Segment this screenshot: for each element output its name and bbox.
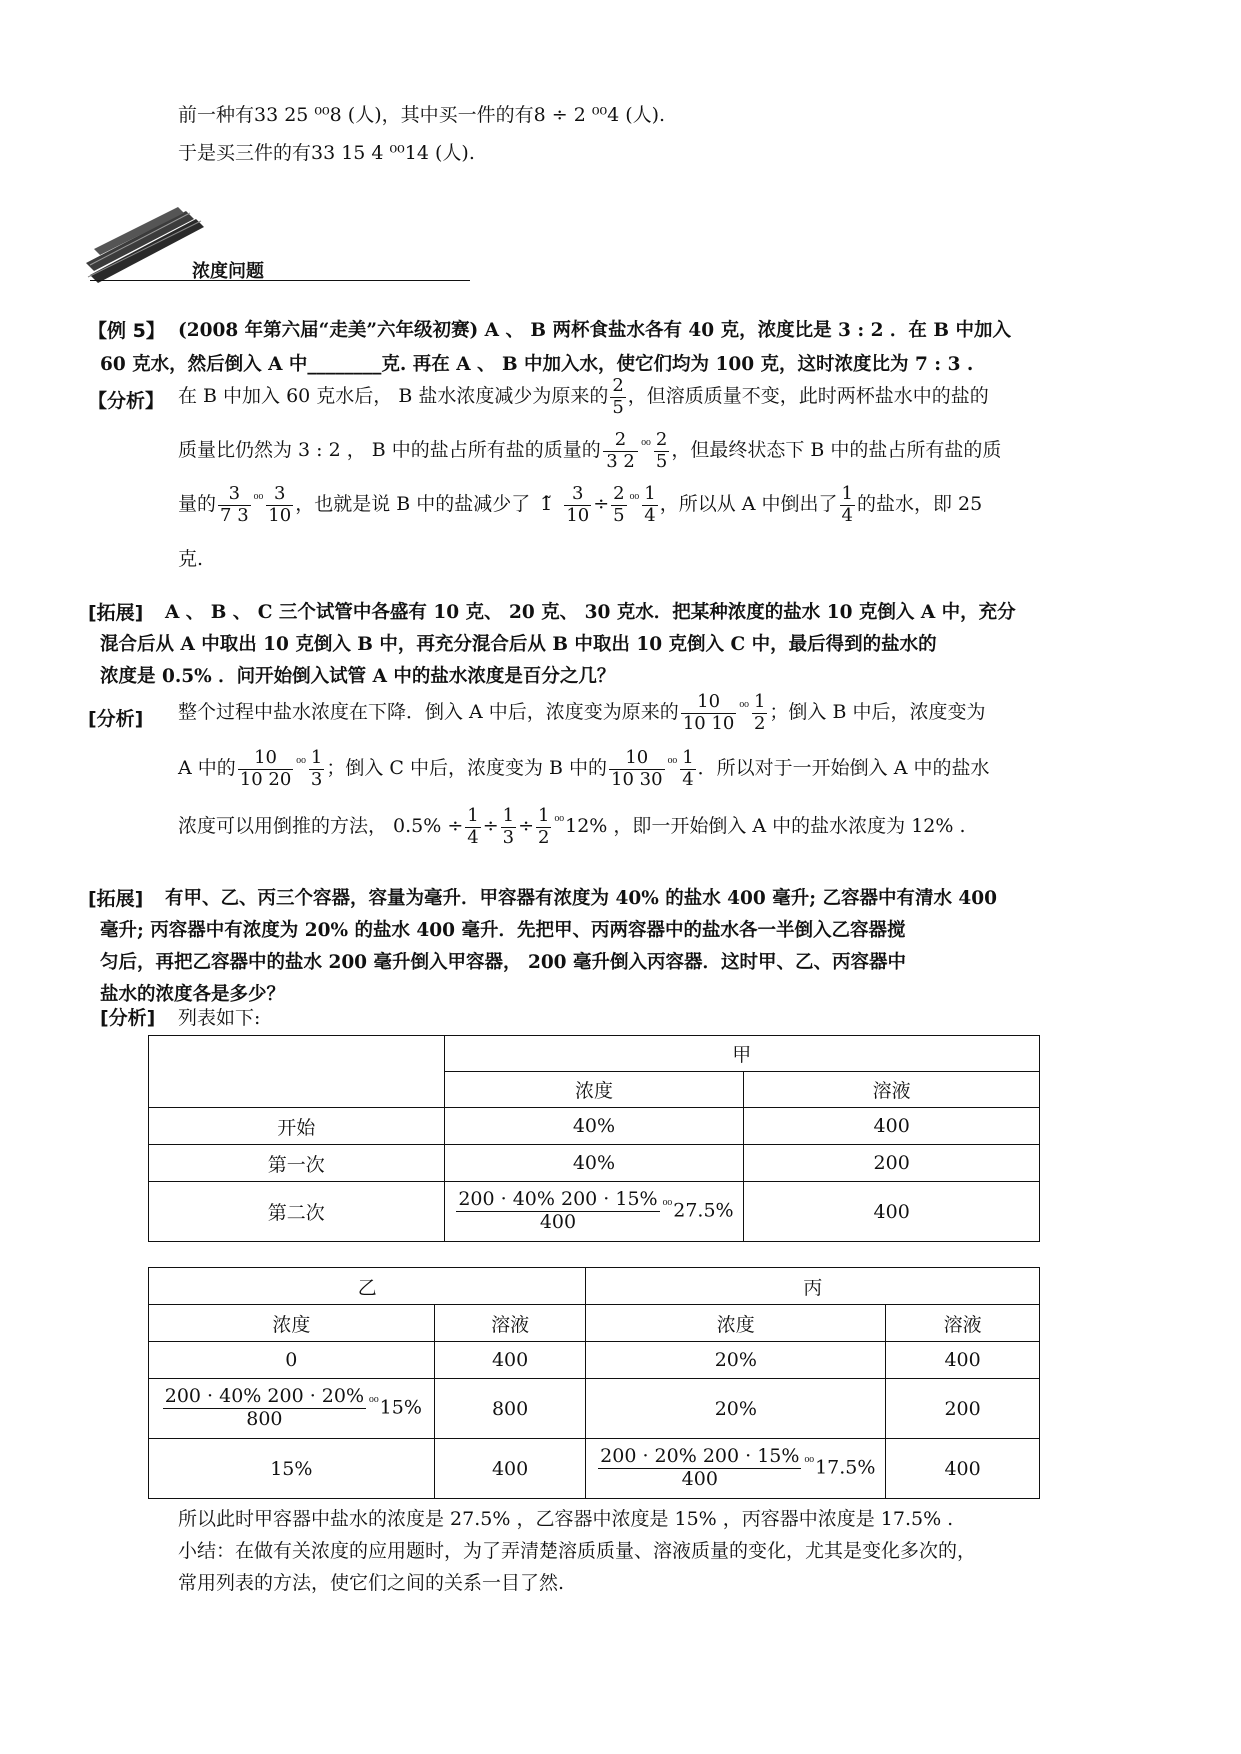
table-cell: 200: [886, 1379, 1040, 1439]
fraction: [309, 748, 324, 790]
fraction: [456, 1189, 659, 1234]
fraction-numerator: 3: [564, 484, 591, 506]
fraction-numerator: 1: [644, 483, 656, 504]
fraction: [603, 430, 638, 472]
fraction-denominator: 5: [655, 450, 668, 472]
fraction-denominator: 400: [539, 1211, 577, 1233]
fraction-denominator: 10 20: [239, 768, 292, 790]
table-group-header: 乙: [149, 1268, 586, 1305]
fraction: [654, 430, 669, 472]
analysis1-line-1: [178, 376, 989, 418]
divide-glyph: ÷: [518, 815, 535, 838]
ext2-line-4: 盐水的浓度各是多少？: [100, 984, 286, 1005]
table-cell: 40%: [444, 1145, 744, 1182]
fraction-numerator: 1: [753, 691, 766, 712]
fraction-numerator: 10: [238, 748, 294, 770]
row-label: 开始: [149, 1108, 445, 1145]
ext2-line-1: 有甲、乙、丙三个容器，容量为毫升．甲容器有浓度为 40% 的盐水 400 毫升; 乙容器中有清水 400: [165, 888, 998, 909]
table-jia: [148, 1035, 1040, 1242]
analysis1-line-4: 克.: [178, 548, 204, 570]
fraction-numerator: 2: [655, 429, 668, 450]
text-span: ，所以从 A 中倒出了: [659, 493, 838, 516]
fraction-numerator: 1: [841, 483, 853, 504]
text-span: 量的: [178, 493, 217, 516]
analysis2-line-1: [178, 692, 985, 734]
fraction: [564, 484, 591, 526]
fraction-numerator: 3: [266, 484, 293, 506]
fraction-numerator: 10: [609, 748, 665, 770]
text-span: 浓度可以用倒推的方法， 0.5% ÷: [178, 815, 464, 838]
result-text: 17.5%: [815, 1456, 876, 1479]
fraction: [536, 806, 551, 848]
table-cell: 400: [886, 1439, 1040, 1499]
top-line-1: 前一种有33 25 ⁰⁰8 (人)，其中买一件的有8 ÷ 2 ⁰⁰4 (人).: [178, 104, 666, 126]
result-text: 27.5%: [673, 1199, 734, 1222]
ext1-line-3: 浓度是 0.5% ．问开始倒入试管 A 中的盐水浓度是百分之几？: [100, 666, 616, 687]
fraction-denominator: 4: [682, 768, 694, 790]
table-cell: 400: [886, 1342, 1040, 1379]
ext2-line-3: 匀后，再把乙容器中的盐水 200 毫升倒入甲容器， 200 毫升倒入丙容器．这时甲、乙、丙容器中: [100, 952, 907, 973]
fraction: [238, 748, 294, 790]
table-cell: 40%: [444, 1108, 744, 1145]
text-span: ，但最终状态下 B 中的盐占所有盐的质: [671, 439, 1002, 462]
fraction-denominator: 3: [310, 768, 323, 790]
text-span: ．所以对于一开始倒入 A 中的盐水: [697, 757, 990, 780]
equals-glyph: ⁰⁰: [739, 699, 749, 714]
fraction-numerator: 2: [603, 430, 638, 452]
col-header-concentration: 浓度: [149, 1305, 435, 1342]
text-span: ；倒入 C 中后，浓度变为 B 中的: [326, 757, 608, 780]
fraction: [163, 1386, 366, 1431]
fraction-denominator: 800: [246, 1408, 283, 1430]
ext1-line-1: A 、 B 、 C 三个试管中各盛有 10 克、 20 克、 30 克水．把某种浓度的盐水 10 克倒入 A 中，充分: [165, 602, 1016, 623]
table-group-header: 丙: [586, 1268, 1040, 1305]
fraction-denominator: 7 3: [220, 504, 249, 526]
fraction-denominator: 3 2: [606, 450, 635, 472]
top-line-2: 于是买三件的有33 15 4 ⁰⁰14 (人).: [178, 142, 475, 164]
fraction: [465, 806, 480, 848]
analysis1-line-2: [178, 430, 1001, 472]
fraction-numerator: 10: [681, 692, 737, 714]
equals-glyph: ⁰⁰: [662, 1198, 673, 1213]
analysis3-tag: [分析]: [100, 1007, 156, 1029]
fraction: [752, 692, 767, 734]
fraction: [840, 484, 855, 526]
analysis1-tag: 【分析】: [88, 390, 165, 412]
fraction: [610, 376, 625, 418]
text-span: 12% ，即一开始倒入 A 中的盐水浓度为 12% .: [565, 815, 966, 838]
analysis2-line-2: [178, 748, 989, 790]
fraction-denominator: 4: [841, 504, 853, 526]
fraction-numerator: 1: [538, 805, 550, 826]
text-span: 质量比仍然为 3 : 2 ， B 中的盐占所有盐的质量的: [178, 439, 601, 462]
fraction-denominator: 10 30: [611, 768, 663, 790]
fraction-numerator: 3: [218, 484, 251, 506]
example5-line-2: 60 克水，然后倒入 A 中________克. 再在 A 、 B 中加入水，使它们均为 100 克，这时浓度比为 7 : 3 .: [100, 354, 974, 375]
fraction-numerator: 1: [310, 747, 323, 768]
pencil-icon: [86, 205, 206, 285]
fraction-numerator: 1: [467, 805, 479, 826]
section-underline: [90, 280, 470, 281]
result-text: 15%: [379, 1396, 422, 1419]
fraction-denominator: 4: [644, 504, 656, 526]
row-label: 第二次: [149, 1182, 445, 1242]
text-span: 在 B 中加入 60 克水后， B 盐水浓度减少为原来的: [178, 385, 609, 408]
table-cell: [586, 1439, 886, 1499]
fraction-denominator: 10: [268, 504, 292, 526]
analysis1-line-3: [178, 484, 982, 526]
analysis2-tag: [分析]: [88, 708, 144, 730]
fraction-numerator: 2: [613, 483, 625, 504]
fraction-denominator: 4: [467, 826, 479, 848]
table-cell: 400: [434, 1439, 586, 1499]
fraction-numerator: 2: [612, 375, 624, 396]
table-yi-bing: [148, 1267, 1040, 1499]
table-cell: 400: [744, 1182, 1040, 1242]
equals-glyph: ⁰⁰: [369, 1395, 379, 1410]
fraction-numerator: 1: [502, 805, 515, 826]
fraction: [501, 806, 516, 848]
table-cell: 400: [744, 1108, 1040, 1145]
col-header-concentration: 浓度: [444, 1072, 744, 1108]
table-cell: 20%: [586, 1379, 886, 1439]
table-cell: 400: [434, 1342, 586, 1379]
fraction-numerator: 1: [682, 747, 694, 768]
equals-glyph: ⁰⁰: [641, 437, 651, 452]
analysis2-line-3: [178, 806, 966, 848]
table-cell: 20%: [586, 1342, 886, 1379]
ext1-line-2: 混合后从 A 中取出 10 克倒入 B 中，再充分混合后从 B 中取出 10 克倒入 C 中，最后得到的盐水的: [100, 634, 937, 655]
col-header-concentration: 浓度: [586, 1305, 886, 1342]
ext2-tag: [拓展]: [88, 888, 144, 910]
fraction-denominator: 400: [681, 1468, 718, 1490]
text-span: ；倒入 B 中后，浓度变为: [769, 701, 986, 724]
table-cell: 15%: [149, 1439, 435, 1499]
ext1-tag: [拓展]: [88, 602, 144, 624]
table-cell: 200: [744, 1145, 1040, 1182]
example5-line-1: (2008 年第六届“走美”六年级初赛) A 、 B 两杯食盐水各有 40 克，浓度比是 3 : 2 ．在 B 中加入: [178, 320, 1011, 341]
col-header-solution: 溶液: [434, 1305, 586, 1342]
fraction: [611, 484, 626, 526]
fraction: [680, 748, 695, 790]
table-corner: [149, 1036, 445, 1108]
conclusion-line-3: 常用列表的方法，使它们之间的关系一目了然.: [178, 1572, 565, 1594]
fraction: [266, 484, 293, 526]
equals-glyph: ⁰⁰: [667, 755, 678, 770]
conclusion-line-2: 小结：在做有关浓度的应用题时，为了弄清楚溶质质量、溶液质量的变化，尤其是变化多次的，: [178, 1540, 977, 1562]
fraction-denominator: 5: [613, 504, 625, 526]
divide-glyph: ÷: [482, 815, 499, 838]
text-span: ，也就是说 B 中的盐减少了: [295, 493, 531, 516]
text-span: ，但溶质质量不变，此时两杯盐水中的盐的: [627, 385, 989, 408]
equals-glyph: ⁰⁰: [554, 813, 565, 828]
table-cell: 800: [434, 1379, 586, 1439]
fraction-denominator: 10 10: [682, 712, 735, 734]
fraction-denominator: 2: [538, 826, 550, 848]
divide-glyph: ÷: [593, 493, 610, 516]
col-header-solution: 溶液: [744, 1072, 1040, 1108]
text-span: A 中的: [178, 757, 236, 780]
section-title: 浓度问题: [192, 261, 264, 282]
table-group-header: 甲: [444, 1036, 1039, 1072]
fraction: [598, 1446, 801, 1491]
example5-tag: 【例 5】: [88, 320, 165, 342]
fraction-numerator: 200 · 40% 200 · 15%: [458, 1188, 658, 1211]
equals-glyph: ⁰⁰: [253, 491, 264, 506]
row-label: 第一次: [149, 1145, 445, 1182]
analysis3-text: 列表如下:: [178, 1007, 261, 1029]
fraction: [218, 484, 251, 526]
fraction: [642, 484, 657, 526]
equals-glyph: ⁰⁰: [296, 755, 306, 770]
table-cell: 0: [149, 1342, 435, 1379]
fraction-numerator: 200 · 20% 200 · 15%: [600, 1445, 800, 1468]
col-header-solution: 溶液: [886, 1305, 1040, 1342]
ext2-line-2: 毫升; 丙容器中有浓度为 20% 的盐水 400 毫升．先把甲、丙两容器中的盐水各一半倒入乙容器搅: [100, 920, 906, 941]
text-span: 的盐水，即 25: [856, 493, 983, 516]
paren-glyph: 1̃: [540, 493, 553, 516]
equals-glyph: ⁰⁰: [804, 1455, 815, 1470]
fraction-denominator: 5: [612, 396, 624, 418]
fraction: [609, 748, 665, 790]
conclusion-line-1: 所以此时甲容器中盐水的浓度是 27.5% ，乙容器中浓度是 15% ，丙容器中浓度是 17.5% .: [178, 1508, 954, 1530]
table-cell: [149, 1379, 435, 1439]
fraction-numerator: 200 · 40% 200 · 20%: [164, 1385, 365, 1408]
fraction-denominator: 2: [753, 712, 766, 734]
equals-glyph: ⁰⁰: [629, 491, 640, 506]
fraction-denominator: 3: [502, 826, 515, 848]
text-span: 整个过程中盐水浓度在下降．倒入 A 中后，浓度变为原来的: [178, 701, 679, 724]
fraction: [681, 692, 737, 734]
table-cell: [444, 1182, 744, 1242]
fraction-denominator: 10: [566, 504, 590, 526]
